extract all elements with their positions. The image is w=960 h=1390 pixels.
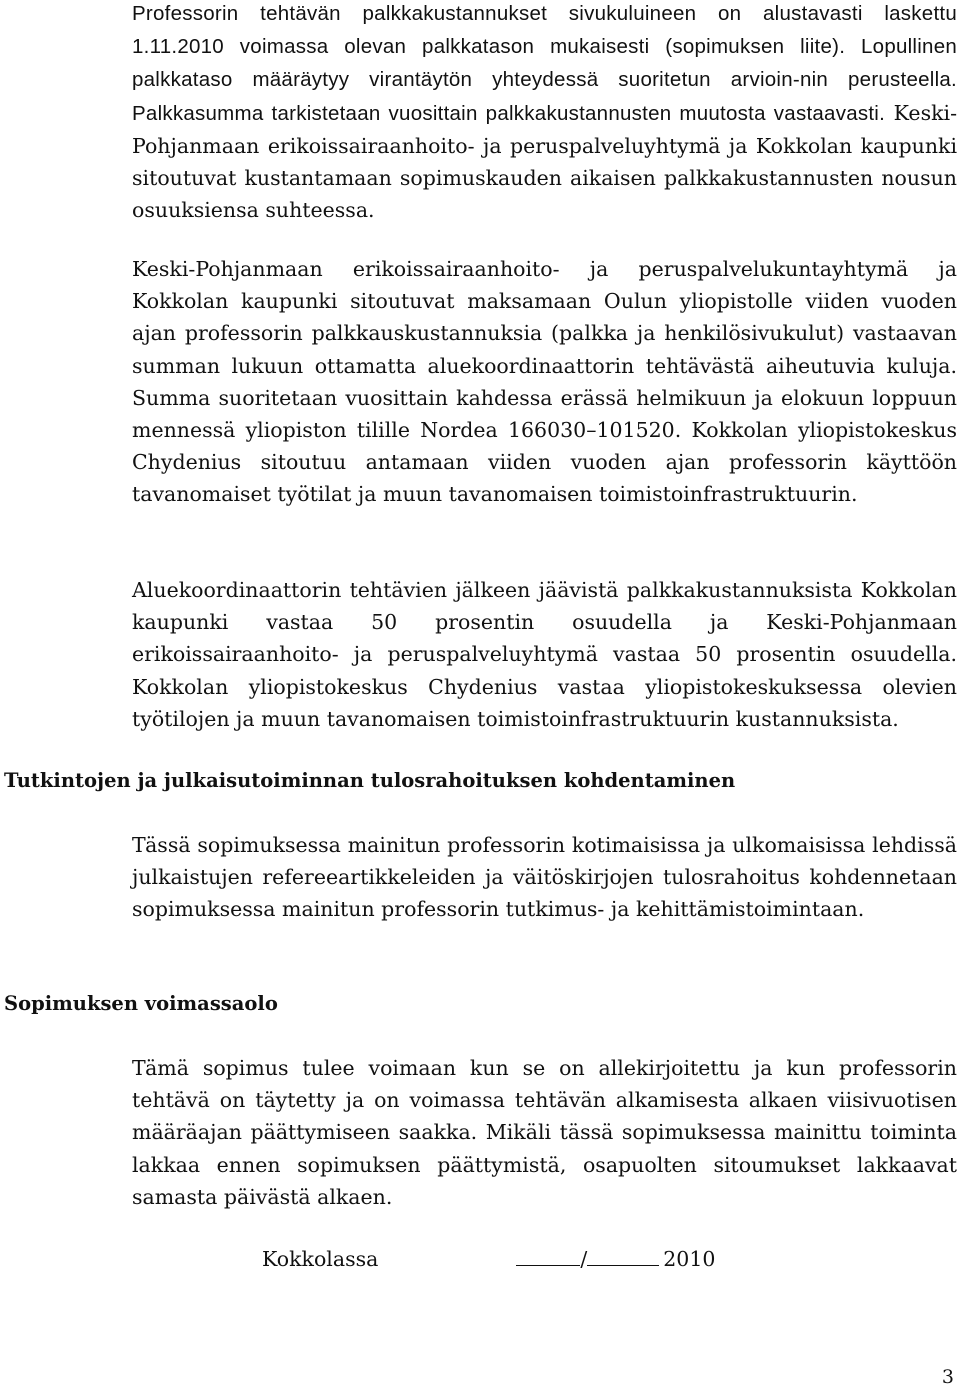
signature-year: 2010 xyxy=(663,1247,716,1271)
paragraph-payment-obligation: Keski-Pohjanmaan erikoissairaanhoito- ja peruspalvelukuntayhtymä ja Kokkolan kaupunki sitoutuvat maksamaan Oulun yliopistolle viiden vuoden ajan professorin palkkauskustannuksia (palkka ja henkilösivukulut) vastaavan summan lukuun ottamatta aluekoordinaattorin tehtävästä aiheutuvia kuluja. Summa suoritetaan vuosittain kahdessa erässä helmikuun ja elokuun loppuun mennessä yliopiston tilille Nordea 166030–101520. Kokkolan yliopistokeskus Chydenius sitoutuu antamaan viiden vuoden ajan professorin käyttöön tavanomaiset työtilat ja muun tavanomaisen toimistoinfrastruktuurin. xyxy=(132,257,957,507)
signature-place: Kokkolassa xyxy=(262,1247,379,1271)
signature-line xyxy=(262,1243,715,1275)
day-blank xyxy=(516,1245,580,1266)
paragraph-agreement-validity: Tämä sopimus tulee voimaan kun se on allekirjoitettu ja kun professorin tehtävä on täytetty ja on voimassa tehtävän alkamisesta alkaen viisivuotisen määräajan päättymiseen saakka. Mikäli tässä sopimuksessa mainittu toiminta lakkaa ennen sopimuksen päättymistä, osapuolten sitoumukset lakkaavat samasta päivästä alkaen. xyxy=(132,1056,957,1209)
page-number: 3 xyxy=(941,1366,954,1388)
heading-agreement-validity: Sopimuksen voimassaolo xyxy=(4,992,278,1015)
paragraph-salary-costs-part2: Keski-Pohjanmaan erikoissairaanhoito- ja peruspalveluyhtymä ja Kokkolan kaupunki sitoutuvat kustantamaan sopimuskauden aikaisen palkkakustannusten nousun osuuksiensa suhteessa. xyxy=(132,100,957,223)
paragraph-salary-costs xyxy=(132,0,957,226)
paragraph-result-funding: Tässä sopimuksessa mainitun professorin kotimaisissa ja ulkomaisissa lehdissä julkaistujen refereeartikkeleiden ja väitöskirjojen tulosrahoitus kohdennetaan sopimuksessa mainitun professorin tutkimus- ja kehittämistoimintaan. xyxy=(132,833,957,922)
date-separator: / xyxy=(580,1247,588,1271)
month-blank xyxy=(587,1245,659,1266)
heading-result-funding: Tutkintojen ja julkaisutoiminnan tulosrahoituksen kohdentaminen xyxy=(4,769,736,792)
paragraph-salary-costs-part1: Professorin tehtävän palkkakustannukset sivukuluineen on alustavasti laskettu 1.11.2010 voimassa olevan palkkatason mukaisesti (sopimuksen liite). Lopullinen palkkataso määräytyy virantäytön yhteydessä suoritetun arvioin-nin perusteella. Palkkasumma tarkistetaan vuosittain palkkakustannusten muutosta vastaavasti. xyxy=(132,2,957,125)
paragraph-coordinator-costs: Aluekoordinaattorin tehtävien jälkeen jäävistä palkkakustannuksista Kokkolan kaupunki vastaa 50 prosentin osuudella ja Keski-Pohjanmaan erikoissairaanhoito- ja peruspalveluyhtymä vastaa 50 prosentin osuudella. Kokkolan yliopistokeskus Chydenius vastaa yliopistokeskuksessa olevien työtilojen ja muun tavanomaisen toimistoinfrastruktuurin kustannuksista. xyxy=(132,578,957,731)
